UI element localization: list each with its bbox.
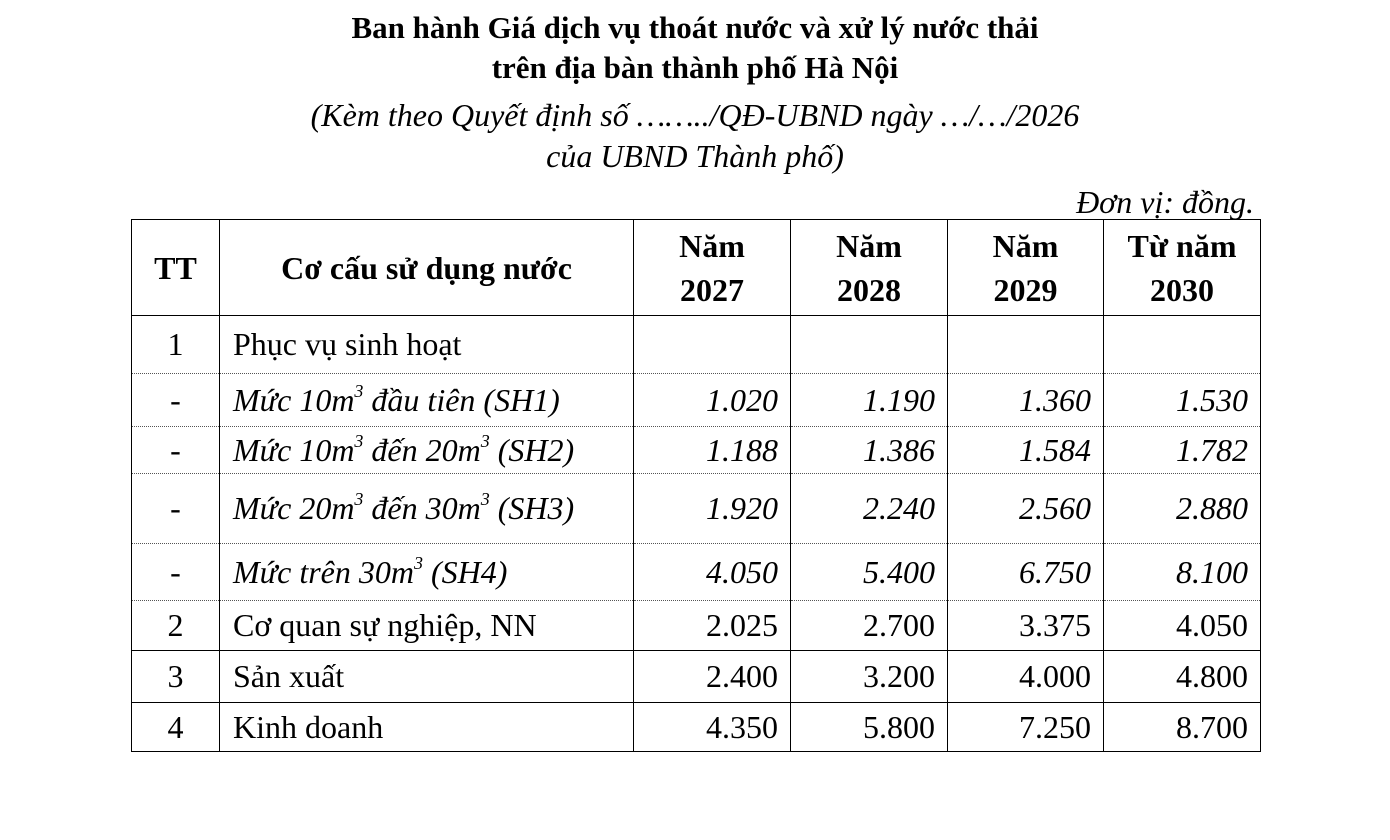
superscript-cubic: 3 — [413, 552, 423, 573]
row-value-2028: 3.200 — [791, 651, 948, 703]
header-year-2029-line2: 2029 — [993, 271, 1058, 308]
price-table — [131, 219, 1261, 752]
row-value-2028: 2.240 — [791, 474, 948, 544]
row-category-text-b: đầu tiên (SH1) — [363, 381, 560, 418]
row-value-2029: 1.360 — [948, 374, 1104, 427]
row-value-2028: 5.800 — [791, 703, 948, 752]
row-category-text-a: Mức 10m — [233, 381, 355, 418]
decision-reference-line2: của UBND Thành phố) — [546, 138, 844, 174]
decision-reference-line1: (Kèm theo Quyết định số ……../QĐ-UBND ngày …/…/2026 — [310, 97, 1080, 133]
row-value-2030: 1.782 — [1104, 427, 1261, 474]
row-value-2029: 2.560 — [948, 474, 1104, 544]
row-value-2027: 1.920 — [634, 474, 791, 544]
row-value-2029: 3.375 — [948, 601, 1104, 651]
row-tt: 2 — [132, 601, 220, 651]
row-value-2028: 1.386 — [791, 427, 948, 474]
row-category — [220, 427, 634, 474]
row-category — [220, 544, 634, 601]
row-category: Kinh doanh — [220, 703, 634, 752]
row-value-2030: 8.100 — [1104, 544, 1261, 601]
table-row — [132, 374, 1261, 427]
row-category-text-b: (SH4) — [422, 553, 508, 590]
row-value-2030: 1.530 — [1104, 374, 1261, 427]
table-row — [132, 544, 1261, 601]
header-year-2027-line2: 2027 — [680, 271, 744, 308]
header-year-2029 — [948, 220, 1104, 316]
row-tt: - — [132, 374, 220, 427]
row-category-text-a: Mức 10m — [233, 431, 355, 468]
header-year-2028-line2: 2028 — [837, 271, 901, 308]
row-tt: - — [132, 474, 220, 544]
row-value-2028 — [791, 316, 948, 374]
row-category: Phục vụ sinh hoạt — [220, 316, 634, 374]
table-row — [132, 601, 1261, 651]
table-row — [132, 474, 1261, 544]
header-year-2029-line1: Năm — [992, 227, 1059, 264]
row-value-2030: 8.700 — [1104, 703, 1261, 752]
document-title-line2: trên địa bàn thành phố Hà Nội — [491, 50, 899, 85]
row-tt: - — [132, 427, 220, 474]
row-value-2027: 1.020 — [634, 374, 791, 427]
header-year-2027 — [634, 220, 791, 316]
row-value-2029: 6.750 — [948, 544, 1104, 601]
row-value-2029: 7.250 — [948, 703, 1104, 752]
table-row — [132, 427, 1261, 474]
superscript-cubic: 3 — [480, 489, 490, 509]
unit-label: Đơn vị: đồng. — [1076, 184, 1254, 220]
table-row — [132, 703, 1261, 752]
header-year-2030-line1: Từ năm — [1127, 227, 1237, 264]
row-category-text-a: Mức 20m — [233, 490, 355, 526]
row-value-2028: 5.400 — [791, 544, 948, 601]
table-header-row — [132, 220, 1261, 316]
row-value-2028: 1.190 — [791, 374, 948, 427]
row-category-text-c: (SH3) — [489, 490, 575, 526]
row-category-text-b: đến 30m — [363, 490, 481, 526]
row-category-text-b: đến 20m — [363, 431, 481, 468]
row-tt: 4 — [132, 703, 220, 752]
row-value-2027: 4.050 — [634, 544, 791, 601]
row-category-text-c: (SH2) — [489, 431, 575, 468]
header-year-2030 — [1104, 220, 1261, 316]
table-row — [132, 316, 1261, 374]
row-value-2027: 2.400 — [634, 651, 791, 703]
row-category: Cơ quan sự nghiệp, NN — [220, 601, 634, 651]
row-category — [220, 374, 634, 427]
row-tt: - — [132, 544, 220, 601]
table-row — [132, 651, 1261, 703]
row-value-2027: 1.188 — [634, 427, 791, 474]
superscript-cubic: 3 — [354, 430, 364, 451]
row-value-2027 — [634, 316, 791, 374]
row-category — [220, 474, 634, 544]
row-value-2028: 2.700 — [791, 601, 948, 651]
header-water-usage-structure: Cơ cấu sử dụng nước — [220, 220, 634, 316]
row-value-2030: 4.050 — [1104, 601, 1261, 651]
row-value-2030: 2.880 — [1104, 474, 1261, 544]
superscript-cubic: 3 — [354, 380, 364, 401]
header-year-2028-line1: Năm — [836, 227, 902, 264]
row-category: Sản xuất — [220, 651, 634, 703]
row-tt: 1 — [132, 316, 220, 374]
document-title-line1: Ban hành Giá dịch vụ thoát nước và xử lý nước thải — [351, 10, 1039, 45]
row-tt: 3 — [132, 651, 220, 703]
row-value-2027: 4.350 — [634, 703, 791, 752]
row-value-2030: 4.800 — [1104, 651, 1261, 703]
row-value-2029: 1.584 — [948, 427, 1104, 474]
header-year-2027-line1: Năm — [679, 227, 745, 264]
row-value-2027: 2.025 — [634, 601, 791, 651]
row-value-2029: 4.000 — [948, 651, 1104, 703]
superscript-cubic: 3 — [354, 489, 364, 509]
superscript-cubic: 3 — [480, 430, 490, 451]
row-value-2030 — [1104, 316, 1261, 374]
row-category-text-a: Mức trên 30m — [233, 553, 414, 590]
header-year-2028 — [791, 220, 948, 316]
header-tt: TT — [132, 220, 220, 316]
row-value-2029 — [948, 316, 1104, 374]
header-year-2030-line2: 2030 — [1150, 271, 1214, 308]
